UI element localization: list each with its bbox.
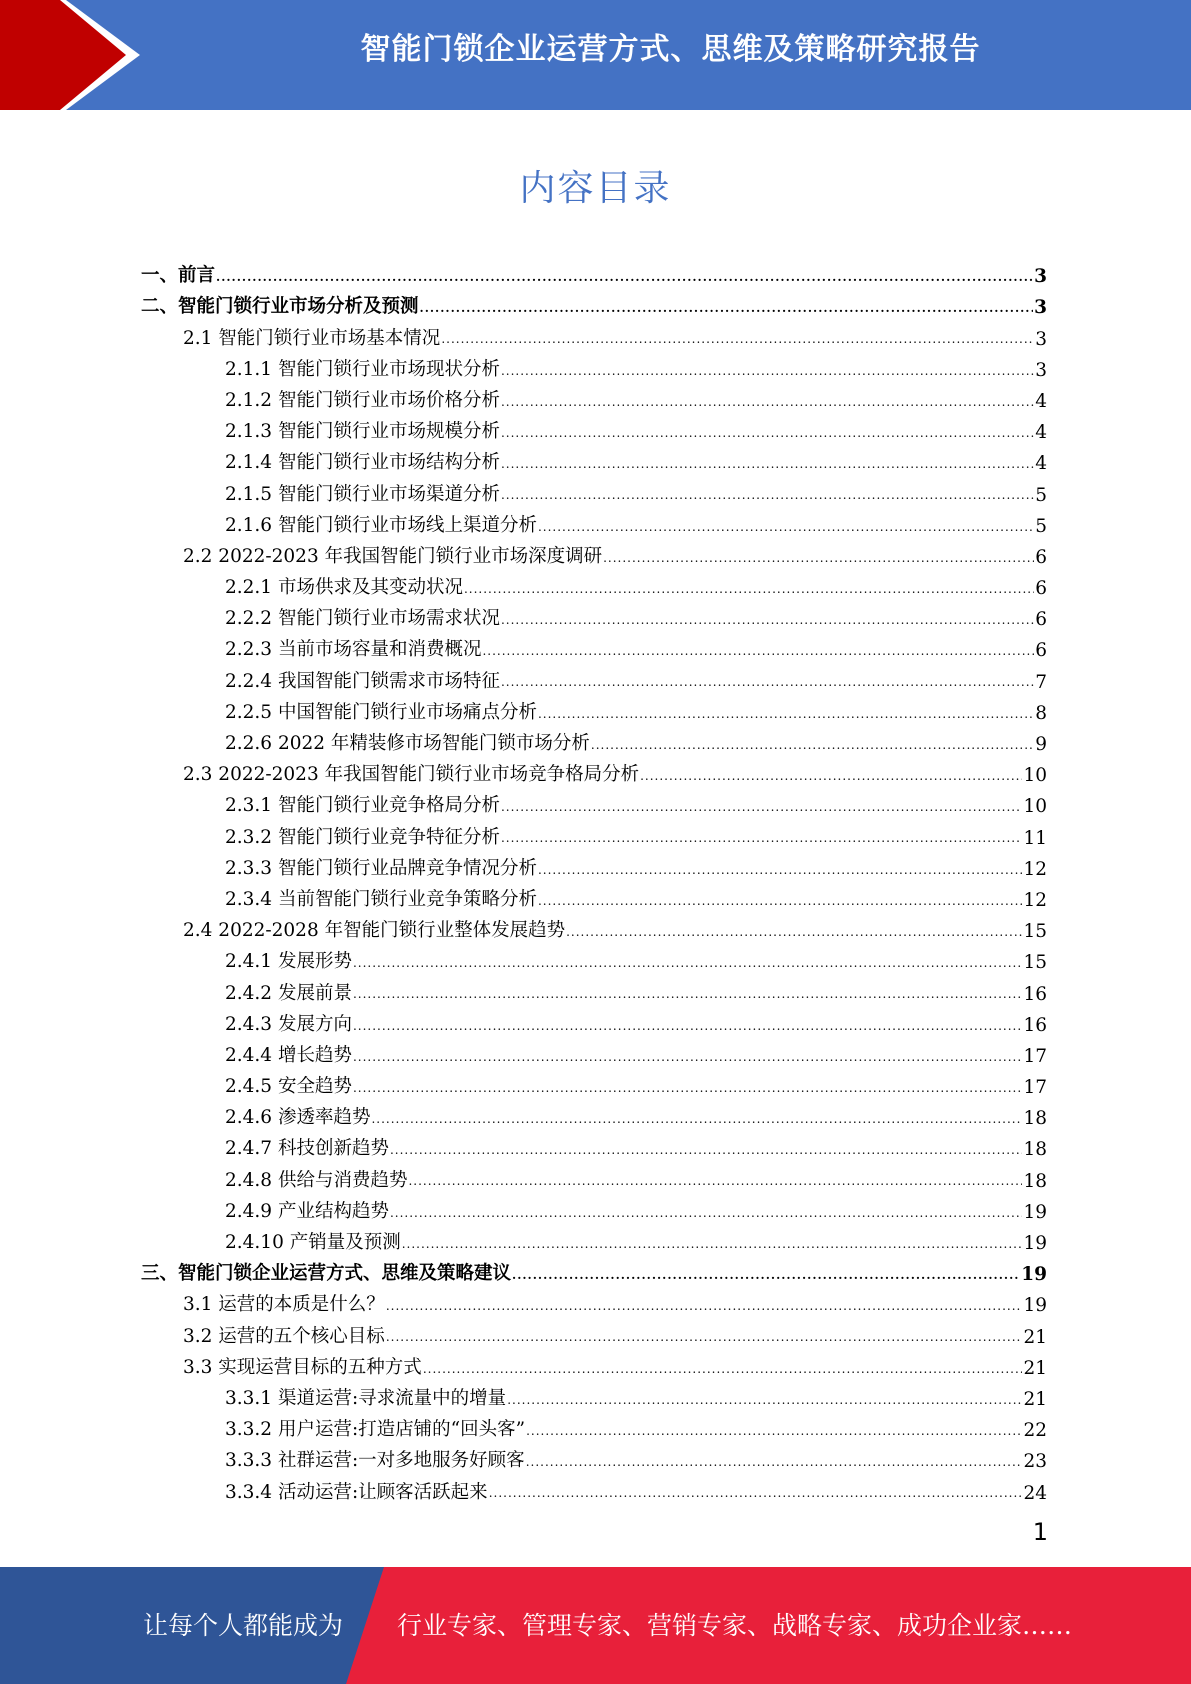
toc-entry[interactable] [141, 630, 1047, 661]
toc-entry[interactable] [141, 693, 1047, 724]
toc-entry-page: 21 [1023, 1388, 1047, 1410]
toc-entry[interactable] [141, 1472, 1047, 1503]
toc-entry-title: 2.4.3 发展方向 [225, 1013, 352, 1035]
toc-leader-dots [386, 1328, 1023, 1347]
toc-entry[interactable] [141, 256, 1047, 287]
toc-leader-dots [501, 362, 1034, 381]
toc-entry-page: 18 [1023, 1108, 1047, 1130]
toc-entry-page: 15 [1023, 921, 1047, 943]
toc-entry[interactable] [141, 817, 1047, 848]
toc-heading: 内容目录 [519, 168, 672, 209]
toc-entry-page: 6 [1035, 609, 1047, 631]
toc-entry[interactable] [141, 474, 1047, 505]
toc-entry-page: 12 [1023, 889, 1047, 911]
toc-entry-title: 2.3 2022-2023 年我国智能门锁行业市场竞争格局分析 [183, 764, 640, 786]
toc-entry-page: 19 [1023, 1201, 1047, 1223]
toc-entry-title: 3.3 实现运营目标的五种方式 [183, 1356, 422, 1378]
toc-entry[interactable] [141, 1005, 1047, 1036]
toc-entry[interactable] [141, 599, 1047, 630]
toc-leader-dots [420, 299, 1034, 318]
toc-entry[interactable] [141, 1441, 1047, 1472]
toc-entry-title: 2.1.3 智能门锁行业市场规模分析 [225, 421, 500, 443]
toc-entry-page: 18 [1023, 1139, 1047, 1161]
toc-entry-title: 2.1.4 智能门锁行业市场结构分析 [225, 452, 500, 474]
toc-leader-dots [489, 1484, 1023, 1503]
toc-entry-page: 3 [1035, 359, 1047, 381]
toc-leader-dots [507, 1391, 1022, 1410]
toc-entry-title: 一、前言 [141, 265, 216, 287]
toc-leader-dots [501, 486, 1034, 505]
toc-leader-dots [501, 673, 1034, 692]
toc-entry[interactable] [141, 350, 1047, 381]
toc-leader-dots [538, 861, 1022, 880]
toc-leader-dots [501, 393, 1034, 412]
toc-leader-dots [390, 1204, 1022, 1223]
toc-entry-title: 2.4.10 产销量及预测 [225, 1232, 401, 1253]
toc-entry-page: 19 [1023, 1295, 1047, 1317]
toc-leader-dots [538, 518, 1034, 537]
toc-entry-page: 5 [1035, 515, 1047, 537]
toc-entry[interactable] [141, 1410, 1047, 1441]
header-banner [0, 0, 1191, 110]
toc-entry-page: 21 [1023, 1357, 1047, 1379]
toc-entry[interactable] [141, 1285, 1047, 1316]
toc-leader-dots [216, 268, 1033, 287]
toc-entry-title: 2.2.2 智能门锁行业市场需求状况 [225, 608, 500, 630]
toc-entry[interactable] [141, 1036, 1047, 1067]
toc-leader-dots [566, 923, 1022, 942]
toc-entry-title: 2.1.5 智能门锁行业市场渠道分析 [225, 483, 500, 505]
toc-leader-dots [353, 1048, 1023, 1067]
toc-entry-title: 2.3.3 智能门锁行业品牌竞争情况分析 [225, 857, 537, 879]
toc-leader-dots [640, 767, 1022, 786]
toc-entry-title: 3.3.4 活动运营:让顾客活跃起来 [225, 1481, 488, 1503]
toc-entry-title: 2.3.1 智能门锁行业竞争格局分析 [225, 795, 500, 817]
toc-entry-title: 2.4.8 供给与消费趋势 [225, 1169, 408, 1191]
toc-entry[interactable] [141, 942, 1047, 973]
toc-leader-dots [603, 549, 1034, 568]
toc-entry[interactable] [141, 506, 1047, 537]
toc-entry-title: 二、智能门锁行业市场分析及预测 [141, 296, 419, 318]
toc-entry-title: 3.2 运营的五个核心目标 [183, 1325, 385, 1347]
toc-entry-page: 16 [1023, 983, 1047, 1005]
toc-entry-page: 22 [1023, 1420, 1047, 1442]
toc-entry[interactable] [141, 973, 1047, 1004]
toc-entry-title: 2.1 智能门锁行业市场基本情况 [183, 327, 441, 349]
toc-entry-page: 18 [1023, 1170, 1047, 1192]
toc-entry-title: 2.4.4 增长趋势 [225, 1044, 352, 1066]
toc-entry-page: 17 [1023, 1045, 1047, 1067]
toc-entry-title: 2.4 2022-2028 年智能门锁行业整体发展趋势 [183, 920, 566, 942]
toc-entry-title: 3.3.2 用户运营:打造店铺的“回头客” [225, 1419, 526, 1441]
toc-entry-page: 10 [1023, 796, 1047, 818]
toc-entry-title: 2.2 2022-2023 年我国智能门锁行业市场深度调研 [183, 545, 603, 567]
toc-leader-dots [353, 1017, 1023, 1036]
toc-entry-title: 2.1.6 智能门锁行业市场线上渠道分析 [225, 514, 537, 536]
toc-entry-title: 2.2.5 中国智能门锁行业市场痛点分析 [225, 701, 537, 723]
toc-entry[interactable] [141, 1129, 1047, 1160]
toc-entry[interactable] [141, 318, 1047, 349]
toc-entry[interactable] [141, 911, 1047, 942]
toc-leader-dots [386, 1297, 1023, 1316]
toc-entry-page: 6 [1035, 640, 1047, 662]
toc-leader-dots [591, 736, 1034, 755]
toc-leader-dots [501, 455, 1034, 474]
toc-entry-title: 三、智能门锁企业运营方式、思维及策略建议 [141, 1263, 512, 1285]
toc-entry-title: 3.3.3 社群运营:一对多地服务好顾客 [225, 1450, 525, 1472]
toc-entry[interactable] [141, 724, 1047, 755]
toc-leader-dots [353, 954, 1023, 973]
toc-entry[interactable] [141, 1316, 1047, 1347]
toc-entry[interactable] [141, 1348, 1047, 1379]
toc-entry[interactable] [141, 568, 1047, 599]
toc-entry-page: 4 [1035, 422, 1047, 444]
toc-entry-page: 4 [1035, 390, 1047, 412]
toc-entry[interactable] [141, 287, 1047, 318]
toc-leader-dots [423, 1360, 1023, 1379]
footer-slogan-left: 让每个人都能成为 [143, 1611, 344, 1640]
page-number: 1 [1032, 1518, 1048, 1546]
toc-leader-dots [371, 1110, 1022, 1129]
toc-leader-dots [512, 1266, 1020, 1285]
toc-entry-title: 3.3.1 渠道运营:寻求流量中的增量 [225, 1387, 507, 1409]
toc-entry-title: 2.4.5 安全趋势 [225, 1076, 352, 1098]
footer-slogan-right: 行业专家、管理专家、营销专家、战略专家、成功企业家…… [397, 1611, 1073, 1640]
toc-entry-page: 19 [1021, 1264, 1047, 1286]
toc-entry[interactable] [141, 1223, 1047, 1254]
report-title: 智能门锁企业运营方式、思维及策略研究报告 [360, 32, 981, 67]
toc-entry-page: 10 [1023, 765, 1047, 787]
toc-leader-dots [353, 985, 1023, 1004]
toc-entry-page: 19 [1023, 1233, 1047, 1254]
toc-entry[interactable] [141, 537, 1047, 568]
toc-entry-page: 8 [1035, 702, 1047, 724]
toc-leader-dots [538, 705, 1034, 724]
toc-entry-page: 3 [1034, 297, 1047, 319]
toc-entry-title: 2.4.7 科技创新趋势 [225, 1138, 389, 1160]
toc-entry-page: 24 [1023, 1482, 1047, 1504]
toc-entry[interactable] [141, 849, 1047, 880]
toc-entry-page: 15 [1023, 952, 1047, 974]
toc-entry[interactable] [141, 1254, 1047, 1285]
toc-entry-title: 2.4.6 渗透率趋势 [225, 1107, 371, 1129]
toc-leader-dots [408, 1172, 1022, 1191]
toc-leader-dots [501, 424, 1034, 443]
toc-entry-title: 2.3.4 当前智能门锁行业竞争策略分析 [225, 888, 537, 910]
toc-entry-page: 3 [1035, 328, 1047, 350]
toc-entry-page: 12 [1023, 858, 1047, 880]
toc-entry-title: 2.2.3 当前市场容量和消费概况 [225, 639, 482, 661]
toc-entry-page: 3 [1034, 266, 1047, 288]
toc-leader-dots [464, 580, 1034, 599]
toc-leader-dots [526, 1422, 1022, 1441]
toc-entry-title: 2.4.2 发展前景 [225, 982, 352, 1004]
toc-entry-title: 2.2.6 2022 年精装修市场智能门锁市场分析 [225, 733, 590, 754]
toc-entry[interactable] [141, 755, 1047, 786]
toc-leader-dots [482, 642, 1034, 661]
toc-entry[interactable] [141, 381, 1047, 412]
toc-entry-title: 2.4.9 产业结构趋势 [225, 1200, 389, 1222]
toc-entry-title: 3.1 运营的本质是什么？ [183, 1294, 385, 1316]
toc-leader-dots [390, 1141, 1022, 1160]
toc-entry[interactable] [141, 1160, 1047, 1191]
toc-leader-dots [501, 611, 1034, 630]
toc-entry-page: 6 [1035, 546, 1047, 568]
toc-entry[interactable] [141, 661, 1047, 692]
toc-leader-dots [353, 1079, 1023, 1098]
toc-entry-page: 17 [1023, 1077, 1047, 1099]
toc-leader-dots [402, 1235, 1023, 1254]
toc-leader-dots [538, 892, 1022, 911]
toc-leader-dots [501, 798, 1022, 817]
toc-entry[interactable] [141, 1067, 1047, 1098]
toc-entry-page: 21 [1023, 1326, 1047, 1348]
toc-entry-page: 4 [1035, 453, 1047, 475]
toc-entry-page: 9 [1035, 734, 1047, 755]
toc-entry-page: 23 [1023, 1451, 1047, 1473]
toc-entry-page: 7 [1035, 671, 1047, 693]
toc-entry[interactable] [141, 1098, 1047, 1129]
table-of-contents [141, 256, 1047, 1504]
toc-entry-page: 5 [1035, 484, 1047, 506]
toc-entry[interactable] [141, 412, 1047, 443]
toc-entry[interactable] [141, 443, 1047, 474]
toc-entry[interactable] [141, 1379, 1047, 1410]
footer-banner [0, 1567, 1191, 1684]
toc-entry-title: 2.2.4 我国智能门锁需求市场特征 [225, 670, 500, 692]
toc-leader-dots [526, 1453, 1023, 1472]
toc-entry-page: 6 [1035, 578, 1047, 600]
toc-entry-title: 2.3.2 智能门锁行业竞争特征分析 [225, 826, 500, 848]
toc-entry-page: 16 [1023, 1014, 1047, 1036]
toc-entry-page: 11 [1023, 827, 1047, 849]
toc-entry[interactable] [141, 1192, 1047, 1223]
toc-entry-title: 2.1.2 智能门锁行业市场价格分析 [225, 389, 500, 411]
toc-entry-title: 2.4.1 发展形势 [225, 951, 352, 973]
toc-leader-dots [441, 330, 1034, 349]
toc-entry-title: 2.2.1 市场供求及其变动状况 [225, 577, 463, 599]
toc-entry[interactable] [141, 786, 1047, 817]
toc-leader-dots [501, 829, 1022, 848]
toc-entry-title: 2.1.1 智能门锁行业市场现状分析 [225, 358, 500, 380]
toc-entry[interactable] [141, 880, 1047, 911]
